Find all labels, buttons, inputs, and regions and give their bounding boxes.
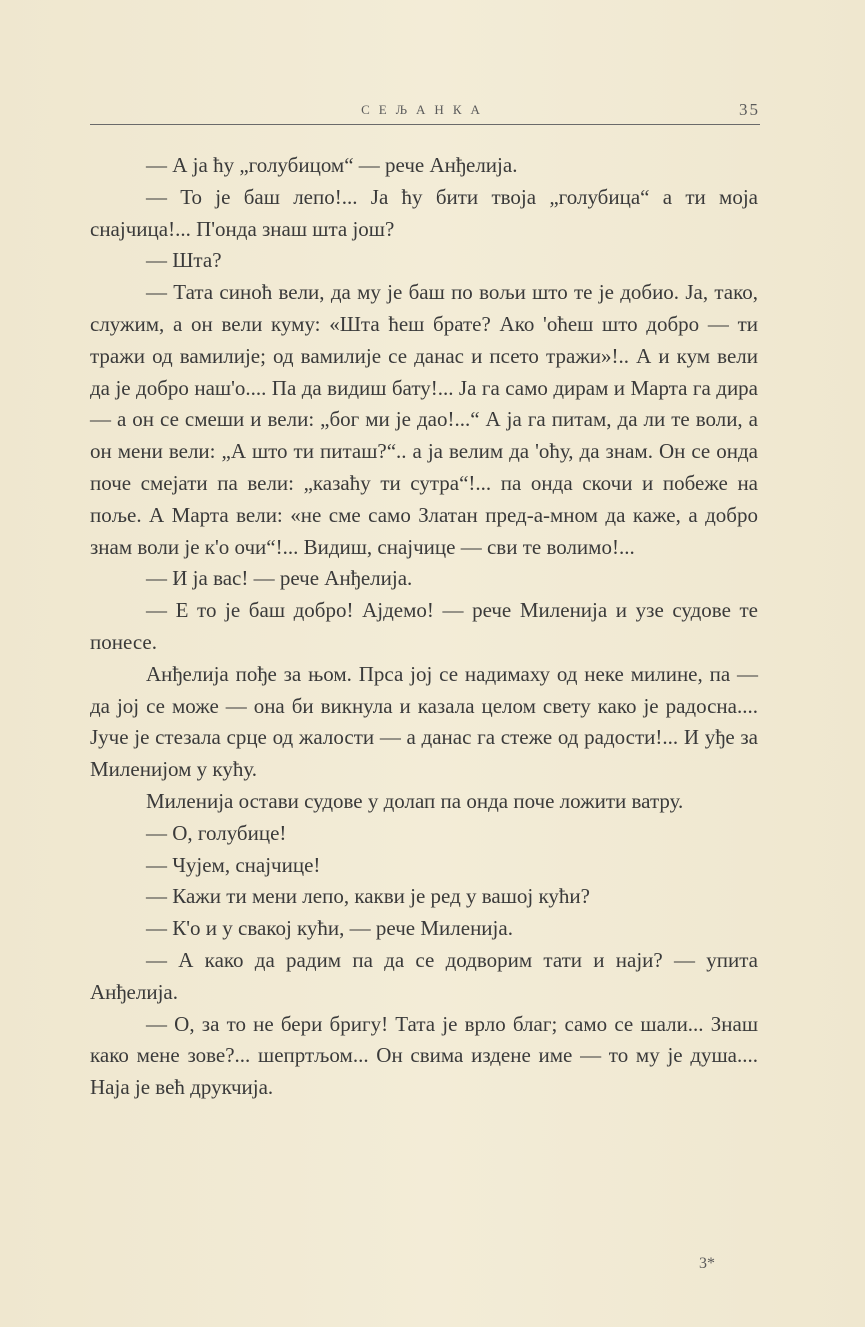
paragraph: Миленија остави судове у долап па онда поче ложити ватру. — [146, 788, 684, 813]
paragraph: — Тата синоћ вели, да му је баш по вољи што те је добио. Ја, тако, служим, а он вели куму: «Шта ћеш брате? Ако 'оћеш што добро — ти тражи од вамилије; од вамилије се данас и псето тражи»!.. А и кум вели да је добро наш'о.... Па да видиш бату!... Ја га само дирам и Марта га дира — а он се смеши и вели: „бог ми је дао!...“ А ја га питам, да ли те воли, а он мени вели: „А што ти питаш?“.. а ја велим да 'оћу, да знам. Он се онда поче смејати па вели: „казаћу ти сутра“!... па онда скочи и побеже на поље. А Марта вели: «не сме само Златан пред-а-мном да каже, а добро знам воли је к'о очи“!... Видиш, снајчице — сви те волимо!... — [90, 280, 758, 559]
page-number: 35 — [739, 100, 760, 119]
paragraph: — К'о и у свакој кући, — рече Миленија. — [146, 916, 513, 941]
paragraph: — О, голубице! — [146, 820, 287, 845]
paragraph: — Чујем, снајчице! — [146, 852, 321, 877]
paragraph: — Кажи ти мени лепо, какви је ред у вашој кући? — [146, 884, 590, 909]
paragraph: — Шта? — [146, 248, 222, 273]
paragraph: — О, за то не бери бригу! Тата је врло благ; само се шали... Знаш како мене зове?... шепртљом... Он свима издене име — то му је душа.... Наја је већ друкчија. — [90, 1011, 758, 1100]
paragraph: — То је баш лепо!... Ја ћу бити твоја „голубица“ а ти моја снајчица!... П'онда знаш шта још? — [90, 184, 758, 241]
page-body — [90, 150, 758, 1104]
paragraph: — А ја ћу „голубицом“ — рече Анђелија. — [146, 153, 518, 177]
paragraph: — И ја вас! — рече Анђелија. — [146, 566, 413, 591]
page-header — [90, 100, 760, 125]
paragraph: Анђелија пође за њом. Прса јој се надимаху од неке милине, па — да јој се може — она би викнула и казала целом свету како је радосна.... Јуче је стезала срце од жалости — а данас га стеже од радости!... И уђе за Миленијом у кућу. — [90, 661, 758, 782]
running-title: СЕЉАНКА — [361, 102, 489, 117]
paragraph: — Е то је баш добро! Ајдемо! — рече Миленија и узе судове те понесе. — [90, 598, 758, 654]
paragraph: — А како да радим па да се додворим тати и наји? — упита Анђелија. — [90, 947, 758, 1004]
signature-mark: 3* — [699, 1255, 715, 1272]
